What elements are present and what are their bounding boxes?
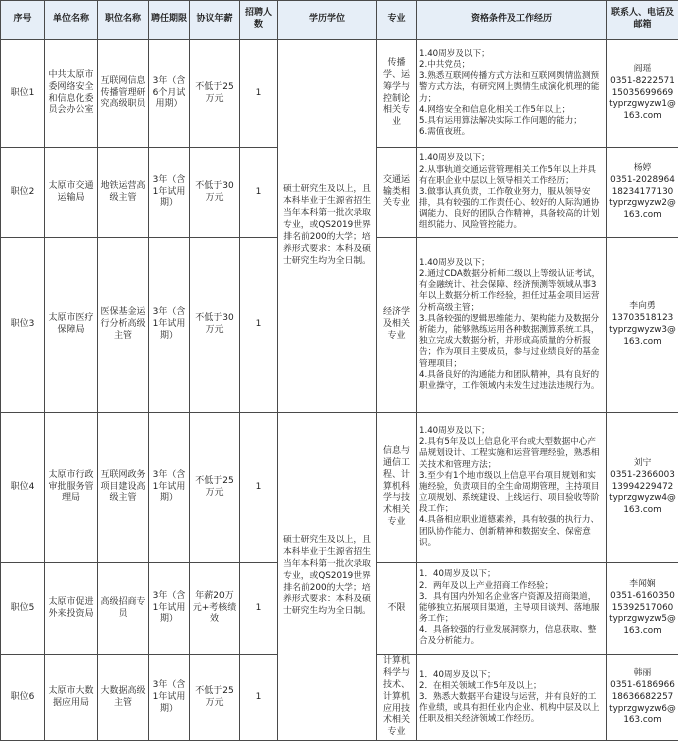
contact-mobile: 13994229472 [609, 482, 676, 494]
row-count: 1 [240, 563, 278, 655]
row-term: 3年（含1年试用期） [149, 148, 190, 238]
requirement-item: 3.熟悉互联网传播方式方法和互联网舆情监测预警方式方法，有研究网上舆情生成演化机理的能力； [419, 71, 604, 105]
contact-name: 刘宁 [609, 458, 676, 470]
row-count: 1 [240, 40, 278, 148]
contact-phone: 0351-6186966 [609, 680, 676, 692]
table-row [1, 413, 678, 563]
contact-mobile: 18234177130 [609, 187, 676, 199]
row-requirements [417, 563, 607, 655]
requirement-item: 2.从事轨道交通运营管理相关工作5年以上并具有在职企业中层以上领导相关工作经历； [419, 165, 604, 187]
row-requirements [417, 148, 607, 238]
header-position: 职位名称 [98, 1, 149, 40]
contact-email[interactable]: typrzgwyzw4@163.com [609, 493, 676, 517]
header-requirements: 资格条件及工作经历 [417, 1, 607, 40]
table-row [1, 40, 678, 148]
contact-mobile: 18636682257 [609, 692, 676, 704]
row-contact [607, 563, 678, 655]
row-position: 高级招商专员 [98, 563, 149, 655]
row-count: 1 [240, 238, 278, 413]
header-count: 招聘人数 [240, 1, 278, 40]
row-position: 大数据高级主管 [98, 655, 149, 741]
row-salary: 不低于25万元 [190, 413, 240, 563]
contact-name: 杨婷 [609, 163, 676, 175]
row-index: 职位6 [1, 655, 45, 741]
header-salary: 协议年薪 [190, 1, 240, 40]
requirement-item: 3.做事认真负责，工作敬业努力，服从领导安排，具有较强的工作责任心、较好的人际沟通协调能力、良好的团队合作精神，具备较高的计划组织能力、风险管控能力。 [419, 187, 604, 232]
row-contact [607, 413, 678, 563]
row-term: 3年（含1年试用期） [149, 238, 190, 413]
row-contact [607, 148, 678, 238]
requirement-item: 4.网络安全和信息化相关工作5年以上； [419, 105, 604, 116]
requirement-item: 2.中共党员； [419, 60, 604, 71]
requirement-item: 4.具备良好的沟通能力和团队精神，具有良好的职业操守，工作领域内未发生过违法违规行为。 [419, 370, 604, 392]
row-position: 互联网政务项目建设高级主管 [98, 413, 149, 563]
requirement-item: 1.40周岁及以下； [419, 258, 604, 269]
requirement-item: 3．熟悉大数据平台建设与运营，并有良好的工作业绩，或具有担任业内企业、机构中层及以上任职及相关经济领域工作经历。 [419, 692, 604, 726]
row-major: 经济学及相关专业 [377, 238, 417, 413]
contact-name: 韩丽 [609, 668, 676, 680]
row-index: 职位2 [1, 148, 45, 238]
row-index: 职位5 [1, 563, 45, 655]
row-contact [607, 40, 678, 148]
header-term: 聘任期限 [149, 1, 190, 40]
requirement-item: 2．两年及以上产业招商工作经验； [419, 581, 604, 592]
contact-mobile: 15392517060 [609, 603, 676, 615]
table-header-row [1, 1, 678, 40]
row-term: 3年（含1年试用期） [149, 655, 190, 741]
row-major: 交通运输类相关专业 [377, 148, 417, 238]
contact-name: 李闻娴 [609, 579, 676, 591]
row-education-group-b: 硕士研究生及以上，且本科毕业于生源省招生当年本科第一批次录取专业，或QS2019世界排名前200的大学；培养形式要求：本科及硕士研究生均为全日制。 [278, 413, 377, 741]
header-unit: 单位名称 [45, 1, 98, 40]
row-unit: 太原市医疗保障局 [45, 238, 98, 413]
row-unit: 太原市行政审批服务管理局 [45, 413, 98, 563]
row-position: 地铁运营高级主管 [98, 148, 149, 238]
contact-name: 李向勇 [609, 301, 676, 313]
row-education-group-a: 硕士研究生及以上，且本科毕业于生源省招生当年本科第一批次录取专业，或QS2019世界排名前200的大学；培养形式要求：本科及硕士研究生均为全日制。 [278, 40, 377, 413]
row-requirements [417, 413, 607, 563]
requirement-item: 2.通过CDA数据分析师二级以上等级认证考试，有金融统计、社会保障、经济预测等领域从事3年以上数据分析工作经验，担任过基金项目运营分析高级主管； [419, 269, 604, 314]
row-term: 3年（含6个月试用期） [149, 40, 190, 148]
row-salary: 年薪20万元+考核绩效 [190, 563, 240, 655]
row-salary: 不低于30万元 [190, 238, 240, 413]
contact-email[interactable]: typrzgwyzw6@163.com [609, 704, 676, 728]
contact-email[interactable]: typrzgwyzw5@163.com [609, 614, 676, 638]
row-count: 1 [240, 413, 278, 563]
header-major: 专业 [377, 1, 417, 40]
requirement-item: 3.具备较强的逻辑思维能力、架构能力及数据分析能力，能够熟练运用各种数据测算系统工具，独立完成大数据分析，并形成高质量的分析报告；作为项目主要成员，参与过业绩良好的基金管理项目； [419, 314, 604, 370]
row-count: 1 [240, 148, 278, 238]
row-count: 1 [240, 655, 278, 741]
contact-email[interactable]: typrzgwyzw1@163.com [609, 99, 676, 123]
row-unit: 太原市交通运输局 [45, 148, 98, 238]
contact-phone: 0351-2366003 [609, 470, 676, 482]
header-contact: 联系人、电话及邮箱 [607, 1, 678, 40]
row-major: 传播学、运筹学与控制论相关专业 [377, 40, 417, 148]
row-index: 职位1 [1, 40, 45, 148]
header-education: 学历学位 [278, 1, 377, 40]
requirement-item: 5.具有运用算法解决实际工作问题的能力； [419, 116, 604, 127]
requirement-item: 1．40周岁及以下； [419, 569, 604, 580]
requirement-item: 2.具有5年及以上信息化平台或大型数据中心产品规划设计、工程实施和运营管理经验，熟悉相关技术和管理方法； [419, 437, 604, 471]
contact-mobile: 15035699669 [609, 88, 676, 100]
row-requirements [417, 238, 607, 413]
requirement-item: 4.具备相应职业道德素养，具有较强的执行力、团队协作能力、创新精神和数据安全、保密意识。 [419, 515, 604, 549]
row-salary: 不低于25万元 [190, 655, 240, 741]
row-major: 信息与通信工程、计算机科学与技术相关专业 [377, 413, 417, 563]
row-position: 医保基金运行分析高级主管 [98, 238, 149, 413]
requirement-item: 4．具备较强的行业发展洞察力，信息获取、整合及分析能力。 [419, 625, 604, 647]
row-unit: 太原市促进外来投资局 [45, 563, 98, 655]
requirement-item: 2．在相关领域工作5年及以上； [419, 681, 604, 692]
contact-phone: 0351-2028964 [609, 175, 676, 187]
contact-name: 阎瑶 [609, 64, 676, 76]
row-salary: 不低于30万元 [190, 148, 240, 238]
row-index: 职位4 [1, 413, 45, 563]
contact-email[interactable]: typrzgwyzw2@163.com [609, 198, 676, 222]
requirement-item: 3.至少有1个地市级以上信息平台项目规划和实施经验，负责项目的全生命周期管理，主持项目立项规划、系统建设、上线运行、项目验收等阶段工作； [419, 471, 604, 516]
row-major: 不限 [377, 563, 417, 655]
contact-mobile: 13703518123 [609, 313, 676, 325]
row-term: 3年（含1年试用期） [149, 413, 190, 563]
row-unit: 太原市大数据应用局 [45, 655, 98, 741]
contact-email[interactable]: typrzgwyzw3@163.com [609, 325, 676, 349]
contact-phone: 0351-6160350 [609, 591, 676, 603]
row-major: 计算机科学与技术、计算机应用技术相关专业 [377, 655, 417, 741]
requirement-item: 1．40周岁及以下； [419, 670, 604, 681]
row-index: 职位3 [1, 238, 45, 413]
requirement-item: 3．具有国内外知名企业客户资源及招商渠道，能够独立拓展项目渠道，主导项目谈判、落地服务工作； [419, 592, 604, 626]
row-requirements [417, 40, 607, 148]
row-unit: 中共太原市委网络安全和信息化委员会办公室 [45, 40, 98, 148]
row-contact [607, 238, 678, 413]
contact-phone: 0351-8222571 [609, 76, 676, 88]
row-salary: 不低于25万元 [190, 40, 240, 148]
row-term: 3年（含1年试用期） [149, 563, 190, 655]
row-requirements [417, 655, 607, 741]
requirement-item: 1.40周岁及以下； [419, 426, 604, 437]
requirement-item: 1.40周岁及以下； [419, 49, 604, 60]
requirement-item: 6.需值夜班。 [419, 127, 604, 138]
header-index: 序号 [1, 1, 45, 40]
row-position: 互联网信息传播管理研究高级职员 [98, 40, 149, 148]
requirement-item: 1.40周岁及以下； [419, 153, 604, 164]
row-contact [607, 655, 678, 741]
